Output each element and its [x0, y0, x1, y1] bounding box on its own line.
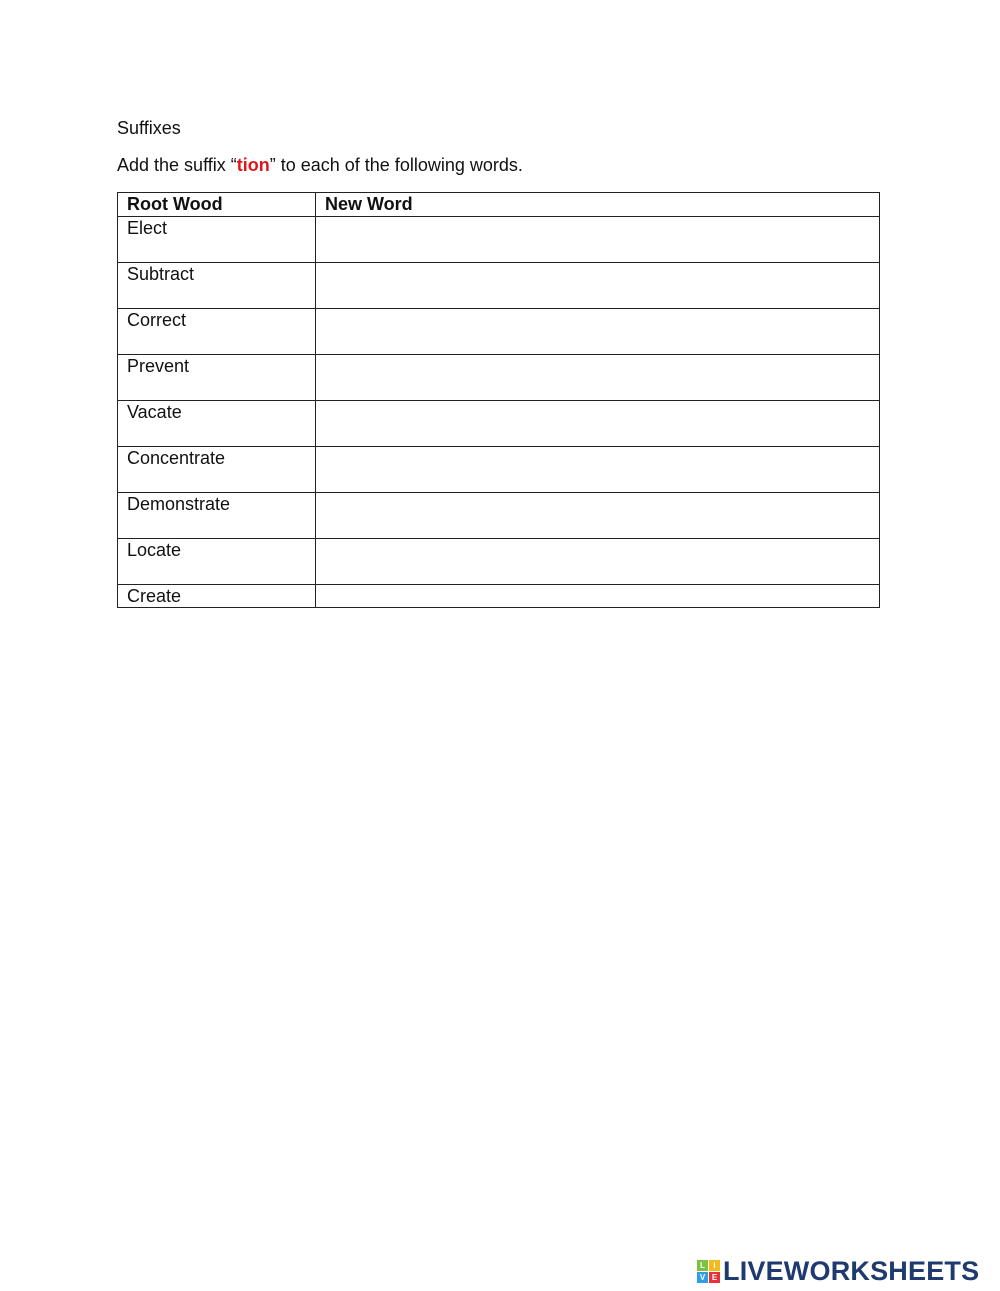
new-word-answer-cell[interactable] — [316, 217, 880, 263]
root-word-cell: Prevent — [118, 355, 316, 401]
root-word-cell: Elect — [118, 217, 316, 263]
root-word-cell: Create — [118, 585, 316, 608]
root-word-cell: Correct — [118, 309, 316, 355]
live-tiles-icon — [697, 1260, 720, 1283]
logo-tile-l: L — [697, 1260, 708, 1271]
new-word-answer-cell[interactable] — [316, 493, 880, 539]
root-word-cell: Demonstrate — [118, 493, 316, 539]
root-word-cell: Locate — [118, 539, 316, 585]
logo-tile-e: E — [709, 1272, 720, 1283]
header-root-word: Root Wood — [118, 193, 316, 217]
liveworksheets-logo — [697, 1256, 979, 1287]
new-word-answer-cell[interactable] — [316, 263, 880, 309]
table-row — [118, 401, 880, 447]
table-row — [118, 493, 880, 539]
table-row — [118, 447, 880, 493]
new-word-answer-cell[interactable] — [316, 401, 880, 447]
table-row — [118, 309, 880, 355]
new-word-answer-cell[interactable] — [316, 355, 880, 401]
logo-wordmark: LIVEWORKSHEETS — [723, 1256, 980, 1286]
instruction-after: ” to each of the following words. — [269, 155, 523, 175]
new-word-answer-cell[interactable] — [316, 585, 880, 608]
root-word-cell: Subtract — [118, 263, 316, 309]
worksheet-title: Suffixes — [117, 118, 181, 138]
new-word-answer-cell[interactable] — [316, 447, 880, 493]
table-header-row — [118, 193, 880, 217]
new-word-answer-cell[interactable] — [316, 539, 880, 585]
table-row — [118, 217, 880, 263]
new-word-answer-cell[interactable] — [316, 309, 880, 355]
root-word-cell: Concentrate — [118, 447, 316, 493]
instruction-before: Add the suffix “ — [117, 155, 237, 175]
header-new-word: New Word — [316, 193, 880, 217]
instruction-text — [117, 155, 523, 176]
root-word-cell: Vacate — [118, 401, 316, 447]
table-row — [118, 539, 880, 585]
suffix-table — [117, 192, 880, 608]
table-row — [118, 585, 880, 608]
logo-tile-i: I — [709, 1260, 720, 1271]
table-row — [118, 263, 880, 309]
suffix-highlight: tion — [236, 155, 270, 175]
logo-tile-v: V — [697, 1272, 708, 1283]
table-row — [118, 355, 880, 401]
